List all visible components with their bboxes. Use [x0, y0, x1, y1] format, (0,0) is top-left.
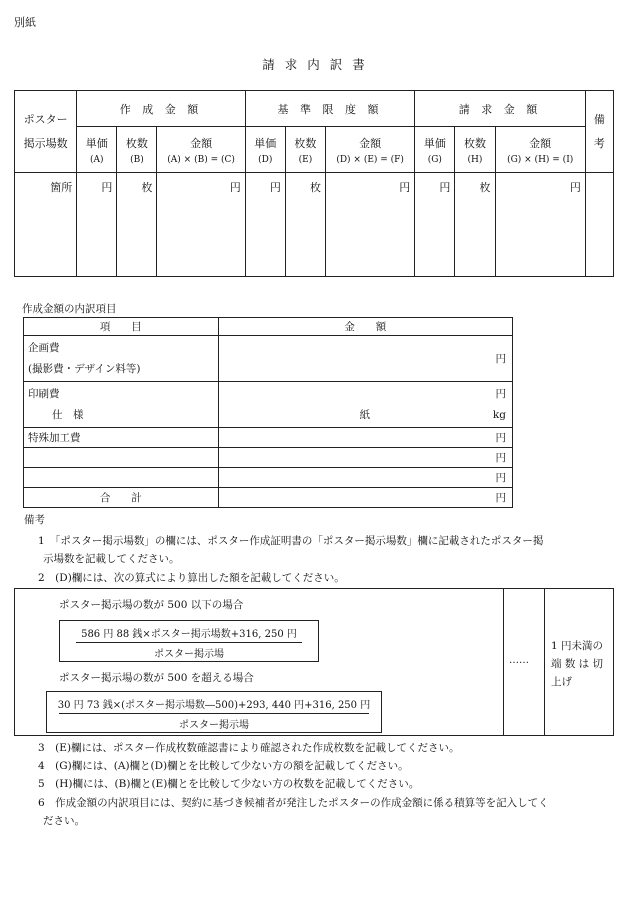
note-6-cont: ださい。 [43, 815, 85, 827]
breakdown-row-special: 特殊加工費 [24, 428, 219, 448]
sub-header-g: 単価 (G) [415, 127, 455, 173]
formula-1-denominator: ポスター掲示場 [154, 649, 224, 660]
breakdown-unit: 円 [218, 468, 512, 488]
note-1-cont: 示場数を記載してください。 [43, 553, 180, 565]
claim-amount-header: 請 求 金 額 [415, 91, 586, 127]
breakdown-row-printing: 印刷費 仕 様 [24, 382, 219, 428]
note-1: 1 「ポスター掲示場数」の欄には、ポスター作成証明書の「ポスター掲示場数」欄に記載されたポスター掲 [38, 535, 544, 547]
kg-unit: kg [492, 408, 506, 421]
formula-1-fraction-line [76, 642, 302, 643]
sub-header-a: 単価 (A) [77, 127, 117, 173]
unit-e: 枚 [285, 173, 325, 277]
unit-h: 枚 [455, 173, 495, 277]
breakdown-printing-amount: 円 紙 kg [218, 382, 512, 428]
formula-1-numerator: 586 円 88 銭×ポスター掲示場数+316, 250 円 [81, 629, 297, 640]
breakdown-unit: 円 [218, 448, 512, 468]
attachment-label: 別紙 [14, 16, 36, 29]
claim-table [14, 90, 614, 277]
note-2: 2 (D)欄には、次の算式により算出した額を記載してください。 [38, 572, 345, 584]
breakdown-title: 作成金額の内訳項目 [22, 303, 117, 315]
formula-2-box [46, 691, 382, 733]
breakdown-unit: 円 [218, 336, 512, 382]
unit-c: 円 [157, 173, 245, 277]
sub-header-i: 金額 (G) × (H) = (I) [495, 127, 585, 173]
unit-i: 円 [495, 173, 585, 277]
breakdown-unit: 円 [218, 428, 512, 448]
note-4: 4 (G)欄には、(A)欄と(D)欄とを比較して少ない方の額を記載してください。 [38, 760, 409, 772]
breakdown-unit: 円 [218, 488, 512, 508]
creation-amount-header: 作 成 金 額 [77, 91, 246, 127]
unit-g: 円 [415, 173, 455, 277]
formula-2-denominator: ポスター掲示場 [179, 720, 249, 731]
formula-box [14, 588, 614, 736]
unit-d: 円 [245, 173, 285, 277]
page-title: 請 求 内 訳 書 [262, 57, 368, 72]
breakdown-row-blank [24, 468, 219, 488]
sub-header-f: 金額 (D) × (E) = (F) [325, 127, 414, 173]
remarks-header: 備 考 [585, 91, 613, 173]
sub-header-d: 単価 (D) [245, 127, 285, 173]
unit-f: 円 [325, 173, 414, 277]
breakdown-table [23, 317, 513, 508]
formula-divider-1 [503, 589, 504, 735]
formula-case-1: ポスター掲示場の数が 500 以下の場合 [59, 599, 244, 611]
formula-2-fraction-line [59, 713, 369, 714]
note-3: 3 (E)欄には、ポスター作成枚数確認書により確認された作成枚数を記載してください。 [38, 742, 460, 754]
sub-header-c: 金額 (A) × (B) = (C) [157, 127, 245, 173]
unit-location: 箇所 [15, 173, 77, 277]
notes-heading: 備考 [24, 514, 45, 526]
note-6: 6 作成金額の内訳項目には、契約に基づき候補者が発注したポスターの作成金額に係る積算等を記入してく [38, 797, 549, 809]
sub-header-e: 枚数 (E) [285, 127, 325, 173]
unit-a: 円 [77, 173, 117, 277]
note-5: 5 (H)欄には、(B)欄と(E)欄とを比較して少ない方の枚数を記載してください。 [38, 778, 420, 790]
breakdown-item-header: 項 目 [24, 318, 219, 336]
formula-1-box [59, 620, 319, 662]
location-count-header: ポスター 掲示場数 [15, 91, 77, 173]
standard-limit-header: 基 準 限 度 額 [245, 91, 415, 127]
paper-label: 紙 [359, 408, 371, 421]
unit-b: 枚 [117, 173, 157, 277]
formula-dots: …… [509, 655, 529, 666]
sub-header-b: 枚数 (B) [117, 127, 157, 173]
remarks-cell [585, 173, 613, 277]
formula-divider-2 [544, 589, 545, 735]
breakdown-row-total: 合 計 [24, 488, 219, 508]
sub-header-h: 枚数 (H) [455, 127, 495, 173]
breakdown-row-blank [24, 448, 219, 468]
rounding-note: 1 円未満の 端 数 は 切 上げ [551, 640, 604, 688]
formula-2-numerator: 30 円 73 銭×(ポスター掲示場数―500)+293, 440 円+316, 250 円 [57, 700, 371, 711]
breakdown-amount-header: 金 額 [218, 318, 512, 336]
formula-case-2: ポスター掲示場の数が 500 を超える場合 [59, 672, 254, 684]
breakdown-row-planning: 企画費 (撮影費・デザイン料等) [24, 336, 219, 382]
